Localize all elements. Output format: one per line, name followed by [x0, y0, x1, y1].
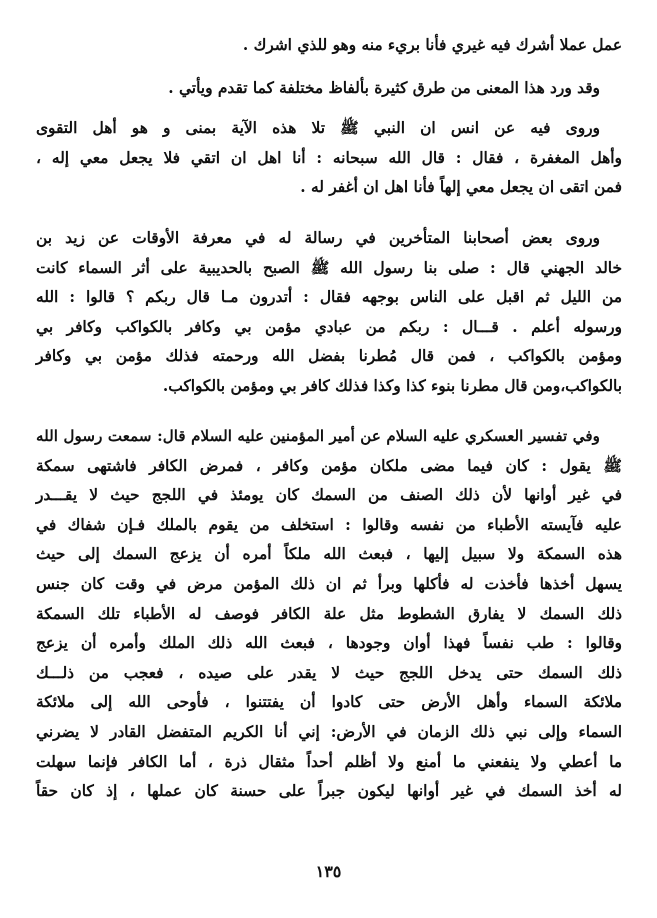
text-line: هذه السمكة ولا سبيل إليها ، فبعث الله ملكاً أمره أن يزعج السمك إلى حيث	[36, 545, 622, 564]
paragraph-4	[36, 224, 622, 402]
text-line: له أخذ السمك في غير أوانها ليكون جبراً على حسنة كان عملها ، إذ كان حقاً	[36, 782, 622, 801]
page-number: ١٣٥	[315, 862, 342, 881]
text-line: ورسوله أعلم . قـــال : ربكم من عبادي مؤمن بي وكافر بالكواكب وكافر بي	[36, 317, 622, 336]
text-line: ذلك السمك حتى يدخل اللجج حيث لا يقدر على صيده ، فعجب من ذلـــك	[36, 663, 622, 682]
text-line: في غير أوانها لأن ذلك الصنف من السمك كان يومئذ في اللجج حيث لا يقـــدر	[36, 486, 622, 505]
text-line: ومؤمن بالكواكب ، فمن قال مُطرنا بفضل الله ورحمته فذلك مؤمن بي وكافر	[36, 347, 622, 366]
text-line: عليه فآيسته الأطباء من نفسه وقالوا : استخلف من يقوم بالملك فـإن شفاك في	[36, 515, 622, 534]
text-line: وقالوا : طب نفساً فهذا أوان وجودها ، فبعث الله ذلك الملك وأمره أن يزعج	[36, 634, 622, 653]
text-line: ذلك السمك لا يفارق الشطوط مثل علة الكافر فوصف له الأطباء تلك السمكة	[36, 604, 622, 623]
text-line: بالكواكب،ومن قال مطرنا بنوء كذا وكذا فذلك كافر بي ومؤمن بالكواكب.	[162, 376, 622, 395]
text-line: السماء وإلى نبي ذلك الزمان في الأرض: إني أنا الكريم المتفضل القادر لا يضرني	[36, 722, 622, 741]
text-line: وأهل المغفرة ، فقال : قال الله سبحانه : أنا اهل ان اتقي فلا يجعل معي إله ،	[36, 148, 622, 167]
text-line: ما أعطي ولا ينفعني ما أمنع ولا أظلم أحداً مثقال ذرة ، أما الكافر فإنما سهلت	[36, 752, 622, 771]
text-line: خالد الجهني قال : صلى بنا رسول الله ﷺ الصبح بالحديبية على أثر السماء كانت	[36, 258, 622, 277]
paragraph-5	[36, 422, 622, 807]
paragraph-3	[36, 114, 622, 203]
text-line: يسهل أخذها فأخذت له فأكلها وبرأ ثم ان ذلك المؤمن مرض في وقت كان جنس	[36, 574, 622, 593]
text-line: فمن اتقى ان يجعل معي إلهاً فأنا اهل ان أغفر له .	[300, 178, 622, 197]
text-line: ﷺ يقول : كان فيما مضى ملكان مؤمن وكافر ، فمرض الكافر فاشتهى سمكة	[36, 456, 622, 475]
text-line: وفي تفسير العسكري عليه السلام عن أمير المؤمنين عليه السلام قال: سمعت رسول الله	[36, 427, 600, 445]
text-line: من الليل ثم اقبل على الناس بوجهه فقال : أتدرون مـا قال ربكم ؟ قالوا : الله	[36, 288, 622, 307]
text-line: ملائكة السماء وأهل الأرض حتى كادوا أن يفتتنوا ، فأوحى الله إلى ملائكة	[36, 693, 622, 712]
text-line: وروى بعض أصحابنا المتأخرين في رسالة له في معرفة الأوقات عن زيد بن	[36, 229, 600, 247]
paragraph-2	[36, 74, 622, 104]
text-line: عمل عملا أشرك فيه غيري فأنا بريء منه وهو للذي اشرك .	[242, 36, 622, 54]
text-line: وقد ورد هذا المعنى من طرق كثيرة بألفاظ مختلفة كما تقدم ويأتي .	[168, 79, 600, 97]
paragraph-1	[36, 31, 622, 61]
text-line: وروى فيه عن انس ان النبي ﷺ تلا هذه الآية بمنى و هو أهل التقوى	[36, 119, 600, 137]
